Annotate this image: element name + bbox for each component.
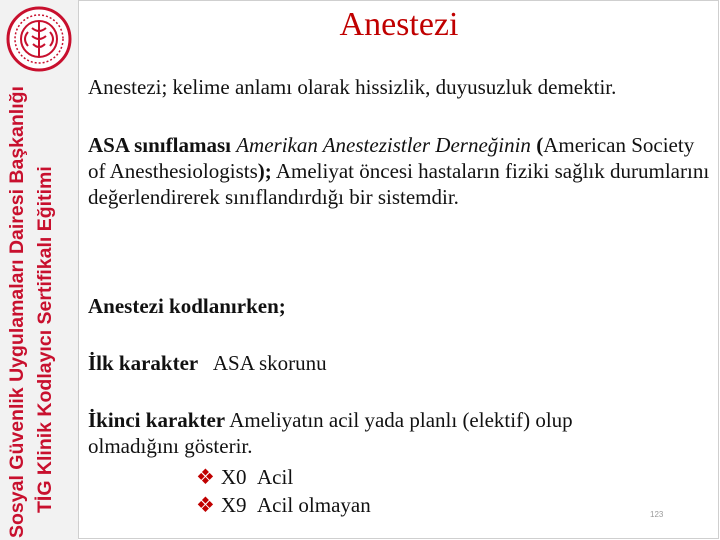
code-item-x9 <box>196 492 371 518</box>
first-char-label: İlk karakter <box>88 351 199 375</box>
diamond-bullet-icon: ❖ <box>196 493 215 517</box>
code-value: X0 <box>220 465 247 489</box>
asa-italic: Amerikan Anestezistler Derneğinin <box>236 133 531 157</box>
code-text: Acil olmayan <box>257 493 371 517</box>
code-value: X9 <box>220 493 247 517</box>
sidebar-text-line1: Sosyal Güvenlik Uygulamaları Dairesi Başkanlığı <box>6 86 28 538</box>
asa-paren-close: ); <box>257 159 272 183</box>
slide-title: Anestezi <box>339 6 459 43</box>
diamond-bullet-icon: ❖ <box>196 465 215 489</box>
asa-rest: Ameliyat öncesi hastaların fiziki sağlık durumlarını değerlendirerek sınıflandırdığı bir sistemdir. <box>88 159 710 209</box>
coding-heading: Anestezi kodlanırken; <box>88 294 286 318</box>
page-number: 123 <box>650 510 664 519</box>
second-char-text: Ameliyatın acil yada planlı (elektif) olup olmadığını gösterir. <box>88 408 573 458</box>
ministry-seal-icon <box>6 6 72 72</box>
asa-english: American Society of Anesthesiologists <box>88 133 695 183</box>
second-char-label: İkinci karakter <box>88 408 226 432</box>
sidebar-banner <box>0 0 78 540</box>
asa-paren-open: ( <box>536 133 544 157</box>
first-char-line <box>88 350 327 376</box>
asa-paragraph <box>88 132 712 210</box>
first-char-text: ASA skorunu <box>212 351 327 375</box>
sidebar-text-line2: TİG Klinik Kodlayıcı Sertifikalı Eğitimi <box>34 166 56 513</box>
code-text: Acil <box>257 465 294 489</box>
second-char-paragraph <box>88 407 658 459</box>
asa-term: ASA sınıflaması <box>88 133 231 157</box>
code-item-x0 <box>196 464 293 490</box>
definition-text: Anestezi; kelime anlamı olarak hissizlik, duyusuzluk demektir. <box>88 75 617 99</box>
